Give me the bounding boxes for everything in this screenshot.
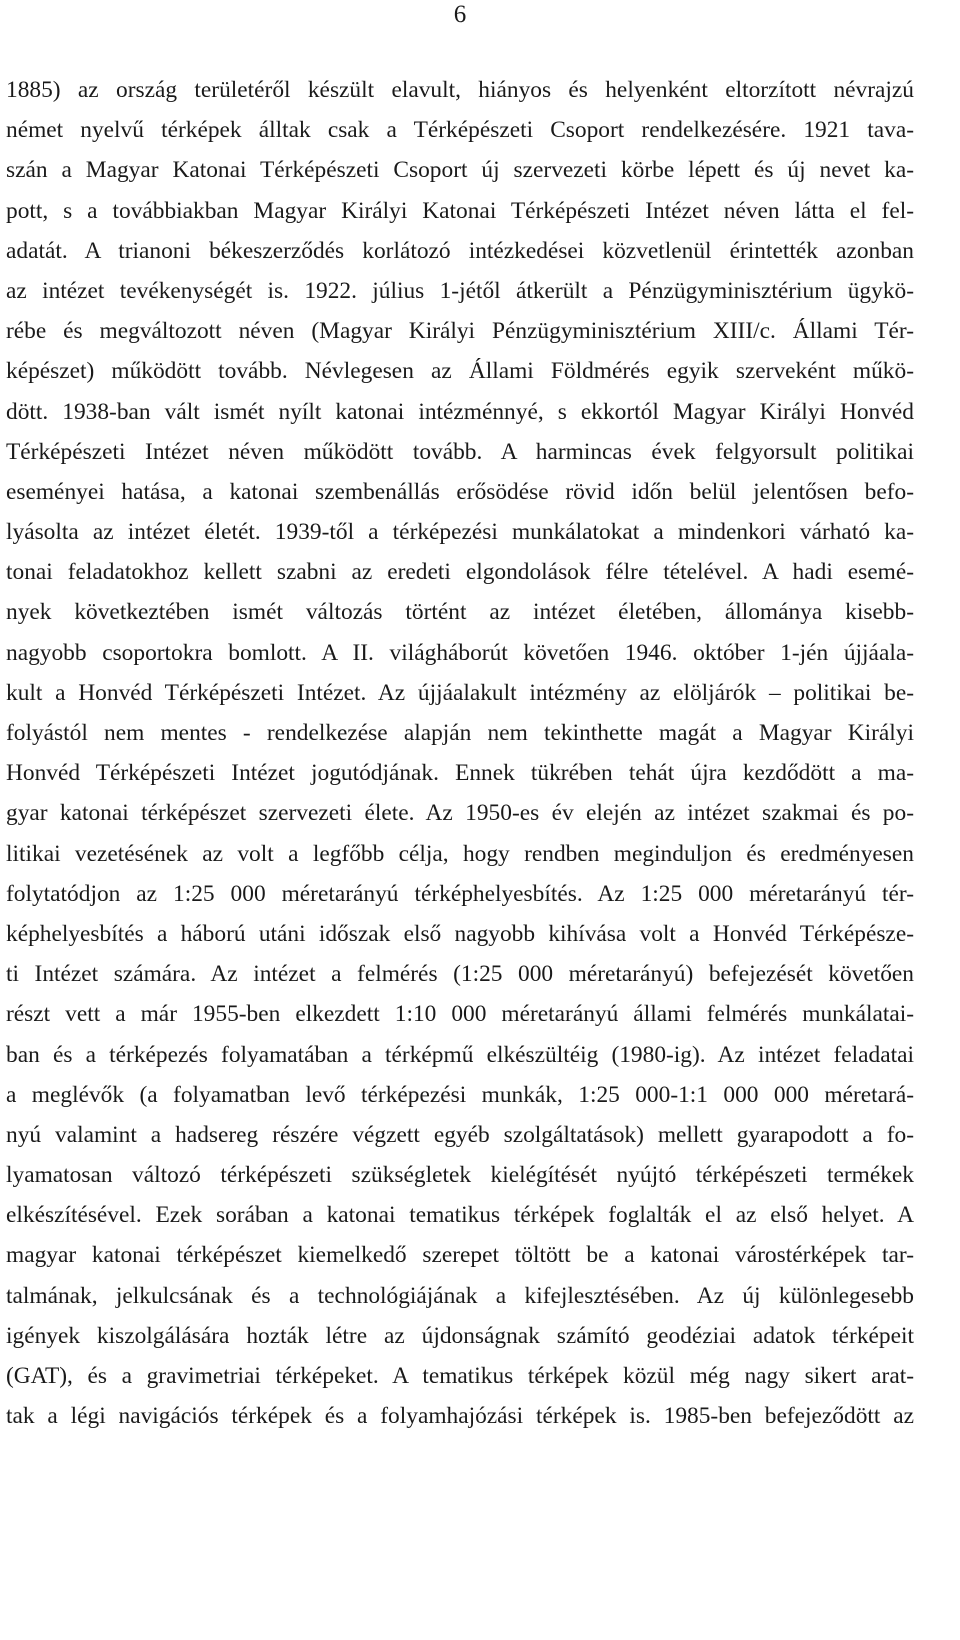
text-line: tonai feladatokhoz kellett szabni az eredeti elgondolások félre tételével. A hadi esemé- bbox=[6, 559, 914, 586]
text-line: német nyelvű térképek álltak csak a Térképészeti Csoport rendelkezésére. 1921 tava- bbox=[6, 117, 914, 144]
text-line: a meglévők (a folyamatban levő térképezési munkák, 1:25 000-1:1 000 000 méretará- bbox=[6, 1081, 914, 1108]
text-line: magyar katonai térképészet kiemelkedő szerepet töltött be a katonai várostérképek tar- bbox=[6, 1242, 914, 1269]
text-line: lyamatosan változó térképészeti szükségletek kielégítését nyújtó térképészeti termékek bbox=[6, 1162, 914, 1189]
text-line: adatát. A trianoni békeszerződés korlátozó intézkedései közvetlenül érintették azonban bbox=[6, 237, 914, 264]
body-text bbox=[6, 70, 914, 1436]
text-line: képészet) működött tovább. Névlegesen az Állami Földmérés egyik szerveként műkö- bbox=[6, 358, 914, 385]
text-line: rébe és megváltozott néven (Magyar Királyi Pénzügyminisztérium XIII/c. Állami Tér- bbox=[6, 318, 914, 345]
text-line: (GAT), és a gravimetriai térképeket. A tematikus térképek közül még nagy sikert arat- bbox=[6, 1363, 914, 1389]
text-line: 1885) az ország területéről készült elavult, hiányos és helyenként eltorzított névrajzú bbox=[6, 77, 914, 103]
text-line: eseményei hatása, a katonai szembenállás erősödése rövid időn belül jelentősen befo- bbox=[6, 478, 914, 505]
text-line: az intézet tevékenységét is. 1922. július 1-jétől átkerült a Pénzügyminisztérium ügykö- bbox=[6, 277, 914, 304]
text-line: ban és a térképezés folyamatában a térképmű elkészültéig (1980-ig). Az intézet feladatai bbox=[6, 1041, 914, 1068]
text-line: Térképészeti Intézet néven működött tovább. A harmincas évek felgyorsult politikai bbox=[6, 438, 914, 465]
text-line: nyek következtében ismét változás történt az intézet életében, állománya kisebb- bbox=[6, 599, 914, 626]
text-line: képhelyesbítés a háború utáni időszak első nagyobb kihívása volt a Honvéd Térképésze- bbox=[6, 920, 914, 947]
text-line: elkészítésével. Ezek sorában a katonai tematikus térképek foglalták el az első helyet. A bbox=[6, 1202, 914, 1229]
text-line: folyástól nem mentes - rendelkezése alapján nem tekinthette magát a Magyar Királyi bbox=[6, 720, 914, 746]
text-line: talmának, jelkulcsának és a technológiájának a kifejlesztésében. Az új különlegesebb bbox=[6, 1282, 914, 1309]
text-line: igények kiszolgálására hozták létre az újdonságnak számító geodéziai adatok térképeit bbox=[6, 1322, 914, 1349]
text-line: lyásolta az intézet életét. 1939-től a térképezési munkálatokat a mindenkori várható ka- bbox=[6, 519, 914, 546]
text-line: nyú valamint a hadsereg részére végzett egyéb szolgáltatások) mellett gyarapodott a fo- bbox=[6, 1121, 914, 1148]
text-line: kult a Honvéd Térképészeti Intézet. Az újjáalakult intézmény az elöljárók – politikai be- bbox=[6, 679, 914, 706]
text-line: pott, s a továbbiakban Magyar Királyi Katonai Térképészeti Intézet néven látta el fel- bbox=[6, 197, 914, 224]
text-line: litikai vezetésének az volt a legfőbb célja, hogy rendben meginduljon és eredményesen bbox=[6, 840, 914, 867]
text-line: tak a légi navigációs térképek és a folyamhajózási térképek is. 1985-ben befejeződött az bbox=[6, 1403, 914, 1430]
text-line: nagyobb csoportokra bomlott. A II. világháborút követően 1946. október 1-jén újjáala- bbox=[6, 639, 914, 666]
text-line: folytatódjon az 1:25 000 méretarányú térképhelyesbítés. Az 1:25 000 méretarányú tér- bbox=[6, 880, 914, 907]
text-line: Honvéd Térképészeti Intézet jogutódjának. Ennek tükrében tehát újra kezdődött a ma- bbox=[6, 760, 914, 787]
text-line: dött. 1938-ban vált ismét nyílt katonai intézménnyé, s ekkortól Magyar Királyi Honvéd bbox=[6, 398, 914, 425]
text-line: részt vett a már 1955-ben elkezdett 1:10 000 méretarányú állami felmérés munkálatai- bbox=[6, 1001, 914, 1028]
text-line: gyar katonai térképészet szervezeti élete. Az 1950-es év elején az intézet szakmai és po- bbox=[6, 800, 914, 827]
text-line: szán a Magyar Katonai Térképészeti Csoport új szervezeti körbe lépett és új nevet ka- bbox=[6, 157, 914, 184]
text-line: ti Intézet számára. Az intézet a felmérés (1:25 000 méretarányú) befejezését követően bbox=[6, 961, 914, 988]
page-number: 6 bbox=[453, 1, 467, 28]
